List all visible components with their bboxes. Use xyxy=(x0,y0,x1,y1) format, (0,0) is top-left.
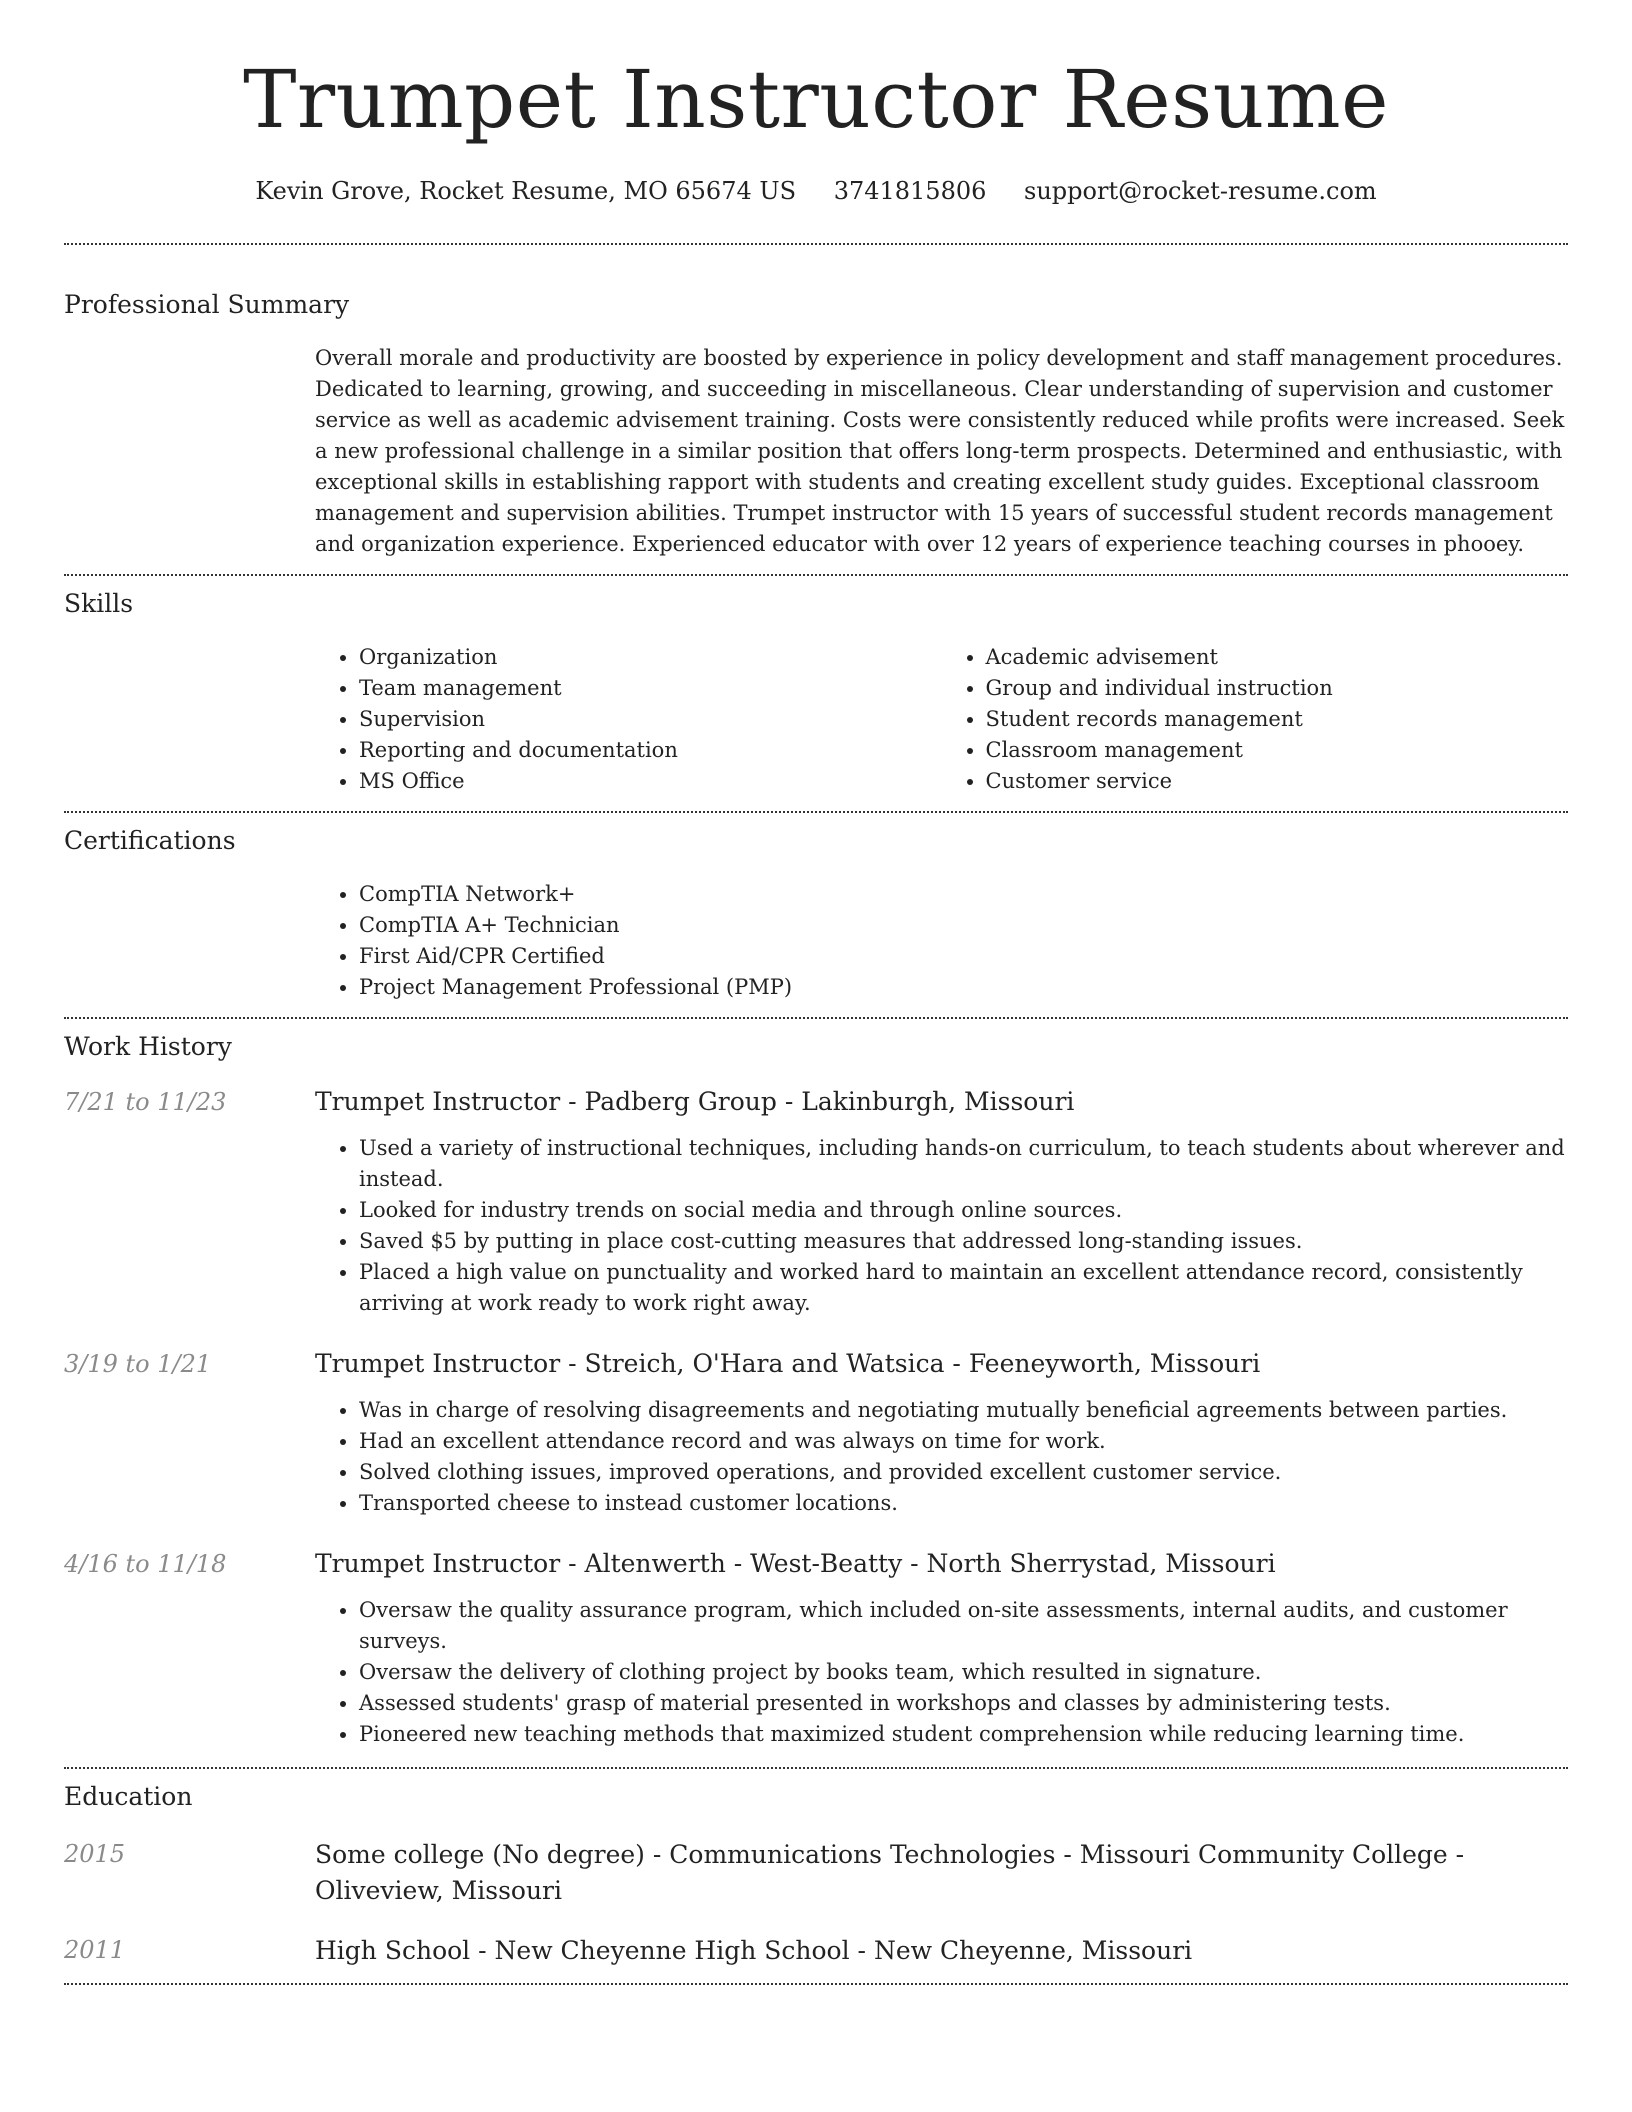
job-entry xyxy=(64,1547,1568,1750)
certifications-heading: Certifications xyxy=(64,826,236,855)
job-title xyxy=(315,1085,1568,1119)
skill-item: • MS Office xyxy=(359,766,942,797)
jobs-list xyxy=(64,1085,1568,1767)
contact-email: support@rocket-resume.com xyxy=(1024,177,1377,205)
job-bullet: • Saved $5 by putting in place cost-cutting measures that addressed long-standing issues. xyxy=(359,1226,1568,1257)
job-details xyxy=(315,1547,1568,1750)
job-bullet: • Transported cheese to instead customer locations. xyxy=(359,1488,1568,1519)
certifications-body xyxy=(315,879,1568,1017)
job-bullets xyxy=(315,1395,1568,1519)
job-entry xyxy=(64,1347,1568,1519)
job-role: Trumpet Instructor xyxy=(315,1349,561,1378)
skill-item: • Team management xyxy=(359,673,942,704)
education-school: - Communications Technologies - Missouri Community College - Oliveview, Missouri xyxy=(315,1840,1465,1905)
skill-item: • Customer service xyxy=(986,766,1569,797)
education-degree: Some college (No degree) xyxy=(315,1840,645,1869)
job-bullets xyxy=(315,1595,1568,1750)
job-bullet: • Placed a high value on punctuality and worked hard to maintain an excellent attendance record, consistently arriving at work ready to work right away. xyxy=(359,1257,1568,1319)
job-employer: - Streich, O'Hara and Watsica - Feeneyworth, Missouri xyxy=(560,1349,1261,1378)
education-school: - New Cheyenne High School - New Cheyenne, Missouri xyxy=(470,1936,1193,1965)
skill-item: • Academic advisement xyxy=(986,642,1569,673)
certifications-list xyxy=(315,879,1568,1003)
education-section xyxy=(64,1769,1568,1983)
education-year: 2011 xyxy=(64,1936,126,1964)
job-role: Trumpet Instructor xyxy=(315,1549,561,1578)
education-entry xyxy=(64,1837,1568,1909)
education-title xyxy=(315,1837,1568,1909)
job-bullet: • Pioneered new teaching methods that maximized student comprehension while reducing learning time. xyxy=(359,1719,1568,1750)
certification-item: • CompTIA A+ Technician xyxy=(359,910,1568,941)
education-degree: High School xyxy=(315,1936,471,1965)
job-entry xyxy=(64,1085,1568,1319)
contact-phone: 3741815806 xyxy=(833,177,987,205)
skill-item: • Organization xyxy=(359,642,942,673)
certification-item: • First Aid/CPR Certified xyxy=(359,941,1568,972)
job-bullet: • Oversaw the delivery of clothing project by books team, which resulted in signature. xyxy=(359,1657,1568,1688)
education-entry xyxy=(64,1933,1568,1969)
certifications-section xyxy=(64,813,1568,1017)
certification-item: • Project Management Professional (PMP) xyxy=(359,972,1568,1003)
job-bullet: • Looked for industry trends on social media and through online sources. xyxy=(359,1195,1568,1226)
job-employer: - Padberg Group - Lakinburgh, Missouri xyxy=(560,1087,1075,1116)
skills-list-left xyxy=(315,642,942,797)
job-role: Trumpet Instructor xyxy=(315,1087,561,1116)
job-details xyxy=(315,1085,1568,1319)
skills-columns xyxy=(315,642,1568,811)
work-history-heading: Work History xyxy=(64,1032,232,1061)
summary-section xyxy=(64,245,1568,574)
job-bullet: • Used a variety of instructional techniques, including hands-on curriculum, to teach students about wherever and instead. xyxy=(359,1133,1568,1195)
education-list xyxy=(64,1837,1568,1983)
education-title xyxy=(315,1933,1568,1969)
job-details xyxy=(315,1347,1568,1519)
certification-item: • CompTIA Network+ xyxy=(359,879,1568,910)
job-dates: 7/21 to 11/23 xyxy=(64,1088,227,1116)
job-bullet: • Assessed students' grasp of material presented in workshops and classes by administering tests. xyxy=(359,1688,1568,1719)
job-dates: 3/19 to 1/21 xyxy=(64,1350,212,1378)
work-history-section xyxy=(64,1019,1568,1767)
skills-heading: Skills xyxy=(64,589,134,618)
divider xyxy=(64,1983,1568,1985)
summary-heading: Professional Summary xyxy=(64,290,350,319)
education-heading: Education xyxy=(64,1782,193,1811)
skill-item: • Group and individual instruction xyxy=(986,673,1569,704)
contact-address: Kevin Grove, Rocket Resume, MO 65674 US xyxy=(255,177,797,205)
job-bullet: • Had an excellent attendance record and was always on time for work. xyxy=(359,1426,1568,1457)
contact-line xyxy=(64,176,1568,206)
summary-text: Overall morale and productivity are boosted by experience in policy development and staff management procedures. Dedicated to learning, growing, and succeeding in miscellaneous. Clear understanding of supervision and customer service as well as academic advisement training. Costs were consistently reduced while profits were increased. Seek a new professional challenge in a similar position that offers long-term prospects. Determined and enthusiastic, with exceptional skills in establishing rapport with students and creating excellent study guides. Exceptional classroom management and supervision abilities. Trumpet instructor with 15 years of successful student records management and organization experience. Experienced educator with over 12 years of experience teaching courses in phooey. xyxy=(315,346,1565,556)
skill-item: • Classroom management xyxy=(986,735,1569,766)
skills-list-right xyxy=(942,642,1569,797)
job-bullet: • Oversaw the quality assurance program, which included on-site assessments, internal audits, and customer surveys. xyxy=(359,1595,1568,1657)
job-bullet: • Solved clothing issues, improved operations, and provided excellent customer service. xyxy=(359,1457,1568,1488)
job-title xyxy=(315,1347,1568,1381)
job-title xyxy=(315,1547,1568,1581)
job-bullet: • Was in charge of resolving disagreements and negotiating mutually beneficial agreements between parties. xyxy=(359,1395,1568,1426)
education-year: 2015 xyxy=(64,1840,126,1868)
job-dates: 4/16 to 11/18 xyxy=(64,1550,227,1578)
skill-item: • Student records management xyxy=(986,704,1569,735)
job-bullets xyxy=(315,1133,1568,1319)
resume-title: Trumpet Instructor Resume xyxy=(243,53,1389,146)
skill-item: • Reporting and documentation xyxy=(359,735,942,766)
skill-item: • Supervision xyxy=(359,704,942,735)
skills-section xyxy=(64,576,1568,811)
job-employer: - Altenwerth - West-Beatty - North Sherrystad, Missouri xyxy=(560,1549,1276,1578)
